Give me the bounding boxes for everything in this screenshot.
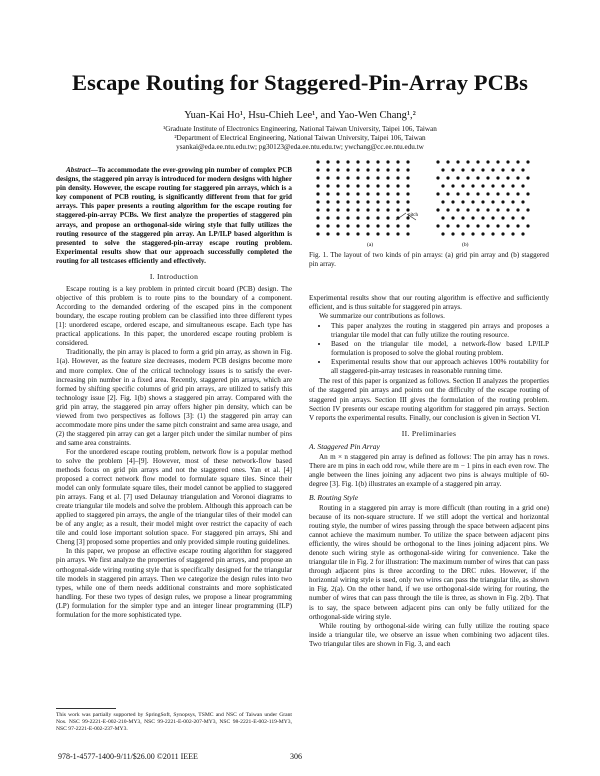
pin-dot [516, 192, 519, 195]
pin-dot [376, 208, 379, 211]
isbn: 978-1-4577-1400-9/11/$26.00 ©2011 IEEE [58, 752, 198, 761]
author-list: Yuan-Kai Ho¹, Hsu-Chieh Lee¹, and Yao-Wen Chang¹,² [184, 110, 416, 121]
pin-dot [451, 216, 454, 219]
pin-dot [441, 200, 444, 203]
intro-paragraph: For the unordered escape routing problem, network flow is a popular method to solve the problem [4]–[9]. However, most of these network-flow based methods focus on grid pin arrays and not the staggered ones. Yan et al. [4] proposed a correct network flow model to formulate square tiles. Since their model can only formulate square tiles, their model cannot be applied to staggered pin arrays. Fang et al. [7] used Delaunay triangulation and Voronoi diagrams to create triangular tile models and solve the problem. Although this approach can be applied to staggered pin arrays, the angle of the triangular tiles of their model can be of any angle; as a result, their model might over restrict the capacity of each tile and could lose important solution space. For staggered pin arrays, Shi and Cheng [3] proposed some properties and only provided simple routing guidelines. [56, 447, 292, 547]
pin-dot [326, 168, 329, 171]
pin-dot [436, 208, 439, 211]
pin-dot [346, 208, 349, 211]
author-emails: ysankai@eda.ee.ntu.edu.tw; pg30123@eda.ee.ntu.edu.tw; ywchang@cc.ee.ntu.edu.tw [176, 143, 424, 151]
left-column [56, 166, 292, 620]
pin-dot [376, 216, 379, 219]
pin-dot [326, 184, 329, 187]
pin-dot [406, 176, 409, 179]
pin-dot [356, 176, 359, 179]
list-item: • Based on the triangular tile model, a network-flow based LP/ILP formulation is proposed to solve the global routing problem. [329, 340, 549, 358]
pin-dot [471, 232, 474, 235]
pin-dot [521, 184, 524, 187]
pin-dot [451, 168, 454, 171]
figure-1 [312, 157, 548, 247]
abstract [56, 166, 292, 266]
pin-dot [496, 192, 499, 195]
pin-dot [506, 160, 509, 163]
pin-dot [506, 224, 509, 227]
pin-dot [396, 200, 399, 203]
section-heading-introduction: I. Introduction [149, 272, 199, 282]
pin-dot [376, 160, 379, 163]
pin-dot [501, 232, 504, 235]
contributions-list [309, 322, 549, 376]
pin-dot [346, 184, 349, 187]
pin-dot [326, 176, 329, 179]
intro-paragraph: Escape routing is a key problem in printed circuit board (PCB) design. The objective of this problem is to route pins to the boundary of a component. According to the demanded ordering of the escaped pins in the component boundary, the escape routing problem can be classified into three different types [1]: unordered escape, ordered escape, and simultaneous escape. Each type has practical applications. In this paper, the unordered escape routing problem is considered. [56, 285, 292, 348]
affiliation-1: ¹Graduate Institute of Electronics Engineering, National Taiwan University, Taipei 106, Taiwan [163, 125, 437, 133]
pin-dot [506, 176, 509, 179]
pin-dot [386, 208, 389, 211]
page-number: 306 [290, 752, 302, 761]
pin-dot [471, 184, 474, 187]
pin-dot [336, 200, 339, 203]
pin-dot [406, 160, 409, 163]
pin-dot [326, 224, 329, 227]
pin-dot [386, 224, 389, 227]
pin-dot [336, 184, 339, 187]
pin-dot [486, 192, 489, 195]
pin-dot [406, 192, 409, 195]
pin-dot [356, 216, 359, 219]
pin-dot [526, 176, 529, 179]
pin-dot [461, 200, 464, 203]
pin-dot [336, 160, 339, 163]
pin-dot [316, 192, 319, 195]
subsection-a-text: An m × n staggered pin array is defined as follows: The pin array has n rows. There are m pins in each odd row, while there are m − 1 pins in each even row. The angle between the lines joining any adjacent two pins is always multiple of 60-degree [3]. Fig. 1(b) illustrates an example of a staggered pin array. [309, 452, 549, 488]
subsection-b-text: Routing in a staggered pin array is more difficult (than routing in a grid one) because of its non-square structure. If we still adopt the vertical and horizontal routing style, the number of wires passing through the space between adjacent pins cannot achieve the maximum number. To utilize the space between adjacent pins efficiently, the wires should be orthogonal to the lines joining adjacent pins. We denote such wiring style as orthogonal-side wiring for convenience. Take the triangular tile in Fig. 2 for illustration: The maximum number of wires that can pass through adjacent pins is three according to the DRC rules. However, if the horizontal wiring style is used, only two wires can pass the triangular tile, as shown in Fig. 2(a). On the other hand, if we use orthogonal-side wiring for routing, the number of wires that can pass through the tile is three, as shown in Fig. 2(b). That is to say, the space between adjacent pins can only be fully utilized for the orthogonal-side wiring style. [309, 503, 549, 621]
pin-dot [486, 224, 489, 227]
pin-dot [441, 168, 444, 171]
pin-dot [316, 160, 319, 163]
pin-dot [376, 168, 379, 171]
pin-dot [466, 176, 469, 179]
pin-dot [406, 184, 409, 187]
pin-dot [406, 224, 409, 227]
pin-dot [476, 208, 479, 211]
pin-dot [396, 176, 399, 179]
funding-footnote: This work was partially supported by SpringSoft, Synopsys, TSMC and NSC of Taiwan under Grant Nos. NSC 99-2221-E-002-210-MY3, NSC 99-2221-E-002-207-MY3, NSC 98-2221-E-002-119-MY3, NSC 97-2221-E-002-237-MY3. [56, 712, 292, 733]
pin-dot [511, 216, 514, 219]
organization-paragraph: The rest of this paper is organized as follows. Section II analyzes the properties of the staggered pin arrays and points out the difficulty of the escape routing of staggered pin arrays. Section III gives the formulation of the routing problem. Section IV presents our escape routing algorithm for staggered pin arrays. Section V reports the experimental results. Finally, our conclusion is given in Section VI. [309, 377, 549, 422]
pin-array-figure [312, 157, 548, 247]
pin-dot [526, 160, 529, 163]
pin-dot [376, 224, 379, 227]
pin-dot [446, 176, 449, 179]
pin-dot [376, 176, 379, 179]
pin-dot [376, 232, 379, 235]
pin-dot [481, 184, 484, 187]
pin-dot [526, 192, 529, 195]
subsection-heading-b: B. Routing Style [309, 492, 359, 502]
pin-dot [481, 232, 484, 235]
pin-dot [346, 160, 349, 163]
pin-dot [476, 176, 479, 179]
pin-dot [511, 168, 514, 171]
abstract-label: Abstract [66, 166, 91, 174]
figure-label-a: (a) [367, 242, 374, 247]
pin-dot [446, 160, 449, 163]
pin-dot [396, 224, 399, 227]
pin-dot [336, 192, 339, 195]
pin-dot [491, 200, 494, 203]
figure-caption: Fig. 1. The layout of two kinds of pin arrays: (a) grid pin array and (b) staggered pin array. [309, 251, 549, 269]
footnote-rule [56, 708, 116, 709]
pin-dot [436, 192, 439, 195]
pin-dot [441, 216, 444, 219]
pin-dot [316, 184, 319, 187]
pin-dot [396, 232, 399, 235]
pin-dot [471, 168, 474, 171]
pin-dot [346, 216, 349, 219]
pin-dot [521, 232, 524, 235]
pin-dot [356, 192, 359, 195]
pin-dot [366, 200, 369, 203]
pin-dot [356, 224, 359, 227]
pin-dot [396, 192, 399, 195]
pin-dot [461, 232, 464, 235]
pin-dot [336, 232, 339, 235]
intro-continuation: Experimental results show that our routing algorithm is effective and sufficiently efficient, and is thus suitable for staggered pin arrays. [309, 294, 549, 312]
pin-dot [501, 216, 504, 219]
pin-dot [346, 232, 349, 235]
pin-dot [526, 208, 529, 211]
pin-dot [516, 224, 519, 227]
pin-dot [386, 200, 389, 203]
grid-pin-array [316, 160, 409, 235]
pin-dot [436, 176, 439, 179]
pin-dot [356, 208, 359, 211]
pin-dot [336, 216, 339, 219]
pin-dot [336, 176, 339, 179]
pin-dot [481, 168, 484, 171]
pin-dot [376, 200, 379, 203]
pin-dot [451, 232, 454, 235]
pin-dot [396, 208, 399, 211]
pin-dot [511, 200, 514, 203]
pin-dot [316, 168, 319, 171]
pin-dot [336, 168, 339, 171]
pin-dot [346, 200, 349, 203]
pin-dot [441, 184, 444, 187]
pin-dot [466, 192, 469, 195]
pin-dot [326, 232, 329, 235]
intro-paragraph: Traditionally, the pin array is placed to form a grid pin array, as shown in Fig. 1(a). However, as the feature size decreases, modern PCB designs become more and more complex. One of the critical technology issues is to satisfy the ever-increasing pin number in a fixed area. Recently, staggered pin arrays, which are formed by shifting specific columns of grid pin arrays, are utilized to satisfy this technology issue [2]. Fig. 1(b) shows a staggered pin array. Compared with the grid pin array, the staggered pin array offers higher pin density, which can be viewed from two perspectives as follows [3]: (1) the staggered pin array can accommodate more pins under the same pitch constraint and same area usage, and (2) the staggered pin array can get a larger pitch under the similar number of pins and same area constraints. [56, 348, 292, 447]
pin-dot [346, 176, 349, 179]
pin-dot [466, 224, 469, 227]
pin-dot [496, 208, 499, 211]
pin-dot [461, 184, 464, 187]
pin-dot [451, 200, 454, 203]
pin-dot [496, 160, 499, 163]
figure-label-b: (b) [462, 242, 469, 247]
pin-dot [486, 176, 489, 179]
pin-dot [456, 160, 459, 163]
pin-dot [386, 192, 389, 195]
pin-dot [511, 184, 514, 187]
pin-dot [436, 224, 439, 227]
pin-dot [366, 216, 369, 219]
right-column [309, 294, 549, 649]
pin-dot [386, 176, 389, 179]
section-heading-preliminaries: II. Preliminaries [401, 428, 457, 438]
pin-dot [526, 224, 529, 227]
intro-paragraph: In this paper, we propose an effective escape routing algorithm for staggered pin arrays. We first analyze the properties of staggered pin arrays, and propose an orthogonal-side wiring routing style that is specifically designed for the triangular tile models in staggered pin arrays. Then we categorize the design rules into two types, while one of them needs additional constraints and more sophisticated handling. For these two types of design rules, we propose a linear programming (LP) formulation for the simpler type and an integer linear programming (ILP) formulation for the more sophisticated type. [56, 547, 292, 619]
pin-dot [386, 168, 389, 171]
pin-dot [471, 216, 474, 219]
pin-dot [446, 208, 449, 211]
pin-dot [406, 208, 409, 211]
pin-dot [466, 208, 469, 211]
pin-dot [346, 168, 349, 171]
pin-dot [336, 224, 339, 227]
pin-dot [386, 160, 389, 163]
pin-dot [491, 184, 494, 187]
pin-dot [521, 200, 524, 203]
pin-dot [366, 208, 369, 211]
pin-dot [396, 168, 399, 171]
pin-dot [326, 216, 329, 219]
pin-dot [436, 160, 439, 163]
pin-dot [516, 208, 519, 211]
pin-dot [356, 200, 359, 203]
pin-dot [461, 216, 464, 219]
pin-dot [456, 224, 459, 227]
pin-dot [326, 192, 329, 195]
pin-dot [316, 224, 319, 227]
pin-dot [491, 168, 494, 171]
pin-dot [356, 168, 359, 171]
pin-dot [386, 216, 389, 219]
pin-dot [456, 192, 459, 195]
pin-dot [366, 184, 369, 187]
pin-dot [336, 208, 339, 211]
pin-dot [501, 200, 504, 203]
subsection-heading-a: A. Staggered Pin Array [309, 441, 380, 451]
pin-dot [326, 160, 329, 163]
abstract-text: —To accommodate the ever-growing pin number of complex PCB designs, the staggered pin array is introduced for modern designs with higher pin density. However, the escape routing for staggered pin arrays, which is a key component of PCB routing, is significantly different from that for grid arrays. This paper presents a routing algorithm for the escape routing for staggered-pin-array PCBs. We first analyze the properties of staggered pin arrays, and propose an orthogonal-side wiring style that fully utilizes the routing resource of the staggered pin array. An LP/ILP based algorithm is presented to solve the staggered-pin-array escape routing problem. Experimental results show that our approach successfully completed the routing for all testcases efficiently and effectively. [56, 166, 292, 265]
pin-dot [376, 192, 379, 195]
pin-dot [356, 232, 359, 235]
pin-dot [521, 216, 524, 219]
pin-dot [326, 200, 329, 203]
pin-dot [441, 232, 444, 235]
pin-dot [326, 208, 329, 211]
pin-dot [461, 168, 464, 171]
pin-dot [496, 176, 499, 179]
pin-dot [366, 232, 369, 235]
subsection-b-text-2: While routing by orthogonal-side wiring can fully utilize the routing space inside a triangular tile, we observe an issue when combining two adjacent tiles. Two triangular tiles are shown in Fig. 3, and each [309, 621, 549, 648]
pin-dot [506, 208, 509, 211]
pin-dot [316, 200, 319, 203]
pin-dot [366, 192, 369, 195]
list-item: • Experimental results show that our approach achieves 100% routability for all staggered-pin-array testcases in reasonable running time. [329, 358, 549, 376]
pin-dot [496, 224, 499, 227]
pin-dot [346, 224, 349, 227]
pin-dot [521, 168, 524, 171]
pin-dot [366, 224, 369, 227]
pin-dot [491, 232, 494, 235]
pin-dot [506, 192, 509, 195]
pin-dot [481, 216, 484, 219]
pin-dot [406, 200, 409, 203]
pitch-label: pitch [408, 213, 418, 218]
pin-dot [456, 176, 459, 179]
pin-dot [501, 184, 504, 187]
pin-dot [406, 168, 409, 171]
pin-dot [316, 208, 319, 211]
pin-dot [346, 192, 349, 195]
pin-dot [516, 176, 519, 179]
pin-dot [366, 160, 369, 163]
pin-dot [456, 208, 459, 211]
contributions-lead: We summarize our contributions as follows. [319, 312, 445, 321]
pin-dot [481, 200, 484, 203]
pin-dot [516, 160, 519, 163]
pin-dot [386, 184, 389, 187]
pin-dot [356, 184, 359, 187]
pin-dot [446, 192, 449, 195]
pin-dot [491, 216, 494, 219]
pin-dot [476, 224, 479, 227]
pin-dot [316, 176, 319, 179]
pin-dot [501, 168, 504, 171]
pin-dot [471, 200, 474, 203]
pin-dot [466, 160, 469, 163]
pin-dot [316, 232, 319, 235]
pin-dot [356, 160, 359, 163]
pin-dot [386, 232, 389, 235]
pin-dot [366, 176, 369, 179]
paper-title: Escape Routing for Staggered-Pin-Array PCBs [72, 70, 528, 95]
pin-dot [486, 208, 489, 211]
pin-dot [396, 184, 399, 187]
staggered-pin-array [436, 160, 529, 235]
pin-dot [476, 160, 479, 163]
pin-dot [316, 216, 319, 219]
pin-dot [511, 232, 514, 235]
pin-dot [406, 232, 409, 235]
pin-dot [396, 160, 399, 163]
pin-dot [476, 192, 479, 195]
list-item: • This paper analyzes the routing in staggered pin arrays and proposes a triangular tile model that can fully utilize the routing resource. [329, 322, 549, 340]
pin-dot [451, 184, 454, 187]
affiliation-2: ²Department of Electrical Engineering, National Taiwan University, Taipei 106, Taiwan [174, 134, 426, 142]
pin-dot [366, 168, 369, 171]
pin-dot [446, 224, 449, 227]
pin-dot [486, 160, 489, 163]
pin-dot [376, 184, 379, 187]
